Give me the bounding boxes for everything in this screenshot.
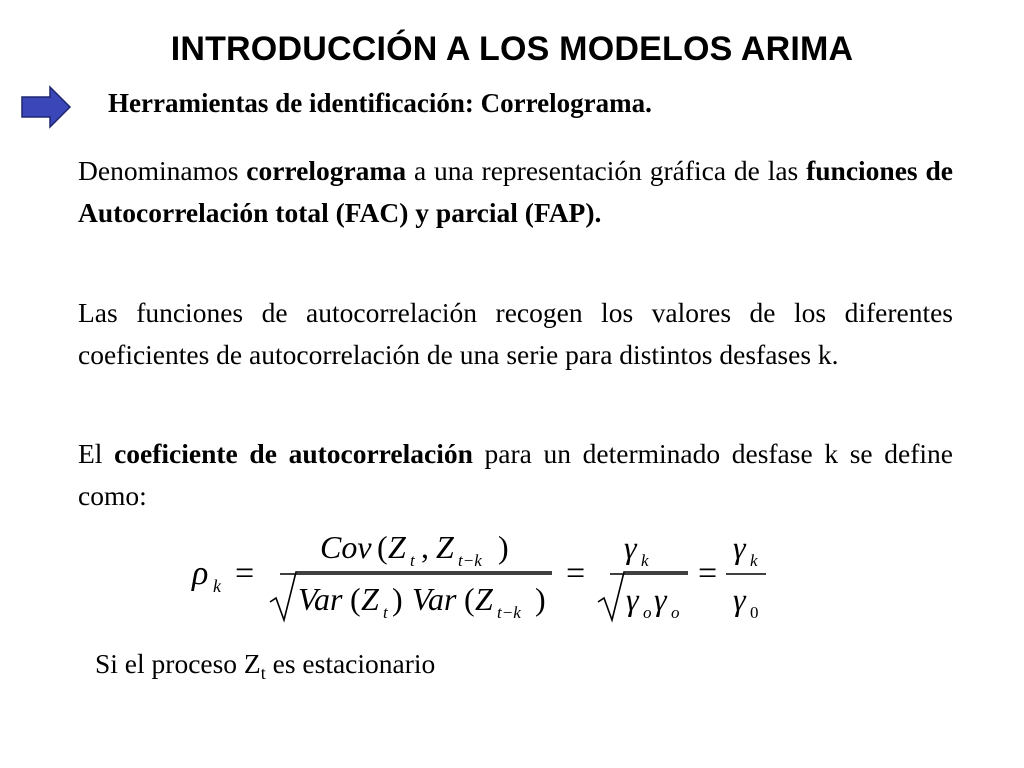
gamma-k-sub-2: k [750,551,758,570]
arrow-shape [22,87,70,127]
stationary-note [95,648,435,684]
den-z1: Z [361,581,379,617]
p1-text-a: Denominamos [78,155,247,186]
gamma-o-2: γ [654,581,667,617]
paragraph-autocorrelation-functions: Las funciones de autocorrelación recogen los valores de los diferentes coeficientes de autocorrelación de una serie para distintos desfases k. [78,297,953,370]
num-z2: Z [436,529,454,565]
arrow-right-icon [20,84,72,130]
equals-sign-3: = [698,555,718,592]
gamma-k-sub: k [641,551,649,570]
gamma-o-2-sub: o [671,603,680,622]
den-rparen-1: ) [392,581,403,617]
den-z2: Z [475,581,493,617]
gamma-o-1-sub: o [643,603,652,622]
paragraph-coefficient [78,433,953,517]
equals-sign-1: = [235,555,255,592]
var-label-2: Var [412,581,457,617]
p3-term-coefficient: coeficiente de autocorrelación [114,438,473,469]
equals-sign-2: = [566,555,586,592]
num-comma: , [421,529,429,565]
gamma-k-num: γ [624,529,637,565]
section-subtitle: Herramientas de identificación: Correlograma. [108,88,652,118]
p3-text-a: El [78,438,115,469]
p1-term-correlograma: correlograma [246,155,407,186]
var-label-1: Var [298,581,343,617]
rho-subscript: k [213,576,221,596]
den-lparen-1: ( [350,581,361,617]
cov-label: Cov [320,529,372,565]
den-rparen-2: ) [535,581,546,617]
p1-term-functions: funciones de Autocorrelación total (FAC) y parcial (FAP). [78,155,953,228]
num-sub-tk: t−k [458,551,482,570]
num-sub-t: t [410,551,415,570]
p1-text-c: a una representación gráfica de las [406,155,807,186]
num-z1: Z [388,529,406,565]
gamma-zero: γ [733,581,746,617]
den-sub-tk: t−k [497,603,521,622]
gamma-zero-sub: 0 [750,603,759,622]
note-text-b: es estacionario [265,648,436,679]
note-subscript: t [260,663,266,683]
autocorrelation-formula [180,522,800,632]
rho-symbol: ρ [192,555,209,592]
gamma-k-num-2: γ [733,529,746,565]
num-rparen: ) [498,529,509,565]
paragraph-correlograma [78,150,953,234]
gamma-o-1: γ [626,581,639,617]
p3-text-c: para un determinado desfase k se define como: [78,438,953,511]
den-sub-t: t [383,603,388,622]
note-text-a: Si el proceso Z [95,648,261,679]
num-lparen: ( [377,529,388,565]
slide-title: INTRODUCCIÓN A LOS MODELOS ARIMA [170,30,854,68]
den-lparen-2: ( [464,581,475,617]
